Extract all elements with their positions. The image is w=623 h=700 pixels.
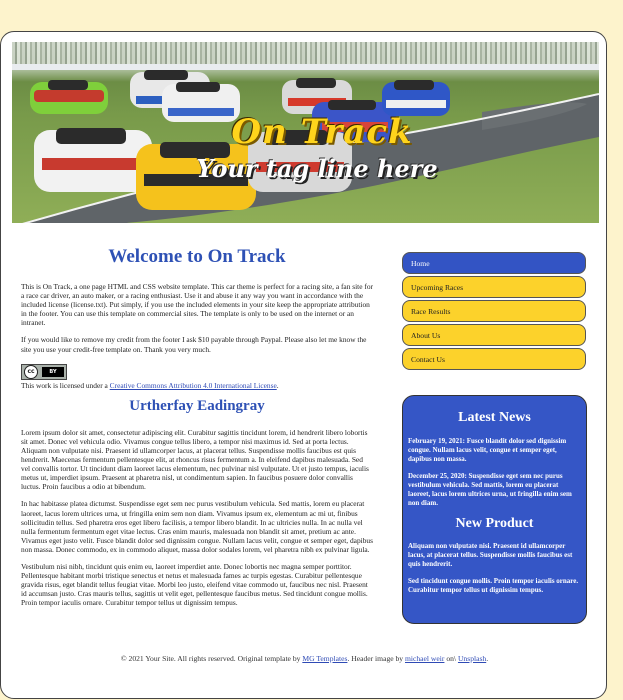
- license-prefix: This work is licensed under a: [21, 380, 110, 390]
- credit-paragraph: If you would like to remove my credit from the footer I ask $10 payable through Paypal. Please also let me know the site you use your credit-free template on. Thank you very much.: [21, 335, 367, 354]
- footer-on-text: on\: [444, 654, 458, 663]
- page-frame: [0, 31, 607, 699]
- header-banner-image: [12, 42, 599, 223]
- news-item: [408, 437, 581, 464]
- footer-copyright: © 2021 Your Site. All rights reserved. Original template by: [120, 654, 303, 663]
- product-paragraph: Sed tincidunt congue mollis. Proin tempor iaculis ornare. Curabitur tempor tellus ut dignissim tempus.: [408, 577, 579, 594]
- nav-item-home[interactable]: Home: [402, 252, 586, 274]
- license-line: [21, 381, 373, 390]
- by-icon: BY: [42, 367, 64, 377]
- news-text: Suspendisse eget sem nec purus vestibulum vehicula. Sed mattis, lorem eu placerat laoreet, lacus lorem ultrices urna, ut fringilla enim sem non diam.: [408, 472, 572, 507]
- body-paragraph: In hac habitasse platea dictumst. Suspendisse eget sem nec purus vestibulum vehicula. Sed mattis, lorem eu placerat laoreet, lacus lorem ultrices urna, ut fringilla enim sem non diam. Vivamus ipsum ex, elementum ac mi ut, finibus sollicitudin tellus. Sed pharetra eros eget libero facilisis, a tempor libero blandit. In ac ultricies nulla. In ac nulla vel nulla fermentum fermentum eget vitae lectus. Cras enim mauris, malesuada non blandit sit amet, pretium ac ante. Vivamus eget justo velit. Fusce blandit dolor sed dignissim congue. Nullam lacus velit, congue et semper eget, dapibus non massa. Donec commodo, ex in commodo aliquet, massa dolor sodales lorem, vel pharetra nibh ex pulvinar ligula.: [21, 499, 373, 554]
- license-link[interactable]: Creative Commons Attribution 4.0 International License: [109, 380, 277, 390]
- footer: [1, 654, 608, 663]
- site-tagline: Your tag line here: [196, 154, 438, 183]
- site-title: On Track: [231, 112, 413, 152]
- car-6: [382, 80, 450, 116]
- news-panel: [402, 395, 587, 624]
- nav-item-upcoming-races[interactable]: Upcoming Races: [402, 276, 586, 298]
- new-product-heading: New Product: [455, 516, 534, 531]
- footer-end: .: [486, 654, 489, 663]
- section-heading: Urtherfay Eadingray: [129, 397, 265, 414]
- footer-mg-templates-link[interactable]: MG Templates: [302, 654, 348, 663]
- news-item: [408, 472, 581, 508]
- footer-header-image-text: . Header image by: [347, 654, 405, 663]
- news-date: February 19, 2021:: [408, 437, 465, 445]
- sidebar-nav: [402, 252, 586, 372]
- nav-item-contact-us[interactable]: Contact Us: [402, 348, 586, 370]
- footer-author-link[interactable]: michael weir: [405, 654, 445, 663]
- page-title: Welcome to On Track: [108, 246, 286, 267]
- product-paragraph: Aliquam non vulputate nisi. Praesent id ullamcorper lacus, at placerat tellus. Suspendisse mollis faucibus est quis hendrerit.: [408, 542, 573, 568]
- car-1: [30, 80, 108, 114]
- body-paragraph: Lorem ipsum dolor sit amet, consectetur adipiscing elit. Curabitur sagittis tincidunt lorem, id hendrerit libero lobortis sit amet. Donec vel vehicula odio. Vivamus congue tellus libero, a tempor nisi maximus id. Sed at porta lectus. Aliquam non vulputate nisi. Praesent id ullamcorper lacus, at placerat tellus. Suspendisse mollis faucibus est quis hendrerit. Maecenas fermentum pellentesque elit, at rhoncus risus fermentum a. In eleifend dapibus malesuada. Sed vel convallis tortor. Ut tincidunt diam laoreet lacus elementum, nec pulvinar nisl vulputate. Ut et justo tempus, iaculis metus ut, imperdiet ipsum. Praesent at pharetra nisl, ut condimentum sapien. In faucibus posuere dolor convallis luctus. Proin faucibus a odio at bibendum.: [21, 427, 369, 492]
- intro-paragraph: This is On Track, a one page HTML and CSS website template. This car theme is perfect for a racing site, a fan site for a race car driver, an auto maker, or a racing enthusiast. Use it and abuse it any way you want in accordance with the included license (license.txt). Put simply, if you use the included elements in your site keep the appropriate attribution in the footer. You can use this template on commercial sites. The template is only to be used on the internet or an intranet.: [21, 282, 373, 328]
- nav-item-race-results[interactable]: Race Results: [402, 300, 586, 322]
- car-7: [34, 128, 152, 192]
- news-text: Fusce blandit dolor sed dignissim congue. Nullam lacus velit, congue et semper eget, dapibus non massa.: [408, 437, 567, 463]
- license-suffix: .: [276, 380, 279, 390]
- latest-news-heading: Latest News: [458, 410, 531, 425]
- body-paragraph: Vestibulum nisi nibh, tincidunt quis enim eu, laoreet imperdiet ante. Donec lobortis nec magna semper porttitor. Pellentesque habitant morbi tristique senectus et netus et malesuada fames ac turpis egestas. Curabitur pellentesque gravida risus, eget blandit tellus feugiat vitae. Morbi leo justo, eleifend vitae commodo ut, faucibus nec nisl. Praesent id accumsan justo. Cras mauris tellus, sagittis ut velit eget, pellentesque faucibus metus. Sed tincidunt congue mollis. Proin tempor iaculis ornare. Curabitur tempor tellus ut dignissim tempus.: [21, 561, 368, 608]
- news-date: December 25, 2020:: [408, 472, 467, 480]
- cc-icon: cc: [24, 365, 38, 379]
- main-content: [21, 246, 373, 615]
- creative-commons-badge[interactable]: [21, 364, 67, 380]
- nav-item-about-us[interactable]: About Us: [402, 324, 586, 346]
- footer-unsplash-link[interactable]: Unsplash: [457, 654, 487, 663]
